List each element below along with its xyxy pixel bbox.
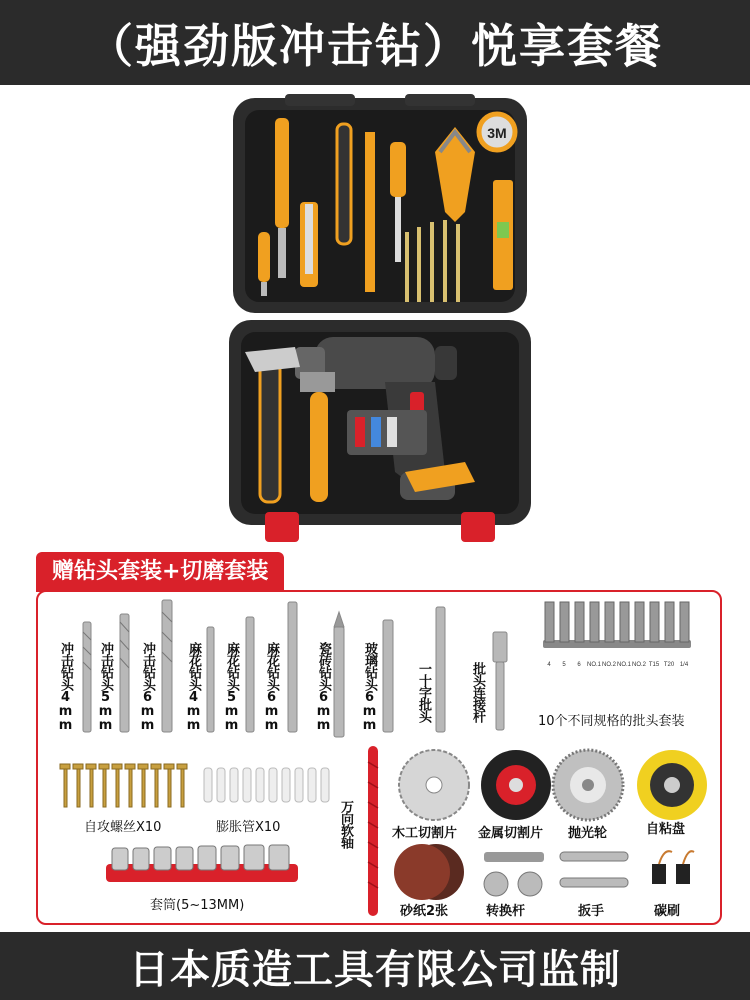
wood-disc-label: 木工切割片	[392, 826, 458, 841]
flex-shaft-label: 万向软轴	[338, 800, 353, 848]
drill-bit-label: 一十字批头	[416, 662, 431, 722]
flex-shaft-image	[358, 742, 388, 920]
anchors-image	[200, 764, 332, 806]
sockets-label: 套筒(5~13MM)	[150, 898, 245, 913]
bit-mark: 5	[562, 662, 566, 668]
bit-set-label: 10个不同规格的批头套装	[538, 714, 685, 729]
anchors-label: 膨胀管X10	[216, 820, 281, 835]
metal-disc-image	[478, 747, 554, 823]
adapter-label: 转换杆	[486, 904, 526, 919]
bit-mark: NO.2	[631, 662, 647, 668]
drill-bit-label: 冲击钻头5mm	[98, 642, 113, 732]
bit-mark: NO.1	[586, 662, 602, 668]
carbon-brush-image	[644, 842, 700, 898]
metal-disc-label: 金属切割片	[478, 826, 544, 841]
polish-wheel-label: 抛光轮	[568, 826, 608, 841]
bonus-tab: 赠钻头套装+切磨套装	[36, 552, 284, 592]
bit-mark: NO.1	[616, 662, 632, 668]
sandpaper-image	[390, 842, 466, 902]
page-title: （强劲版冲击钻）悦享套餐	[87, 18, 663, 73]
footer-text: 日本质造工具有限公司监制	[129, 946, 621, 993]
tape-measure-marking: 3M	[487, 125, 507, 141]
header-banner	[0, 0, 750, 85]
drill-bit-label: 麻花钻头4mm	[186, 642, 201, 732]
adhesive-pad-image	[634, 747, 710, 823]
bit-mark: T20	[663, 662, 675, 668]
toolbox-image	[225, 92, 535, 547]
drill-bit-label: 麻花钻头5mm	[224, 642, 239, 732]
wrench-label: 扳手	[578, 904, 605, 919]
carbon-brush-label: 碳刷	[654, 904, 681, 919]
bit-mark: NO.2	[601, 662, 617, 668]
adhesive-pad-label: 自粘盘	[646, 822, 686, 837]
bonus-panel	[36, 590, 722, 925]
drill-bit-label: 麻花钻头6mm	[264, 642, 279, 732]
screws-image	[56, 762, 196, 810]
polish-wheel-image	[550, 747, 626, 823]
drill-bit-label: 批头连接杆	[470, 662, 485, 722]
adapter-image	[474, 844, 554, 900]
socket-set-image	[104, 842, 300, 886]
bit-mark: T15	[648, 662, 660, 668]
drill-bit-label: 瓷砖钻头6mm	[316, 642, 331, 732]
wood-disc-image	[396, 747, 472, 823]
wrench-image	[554, 846, 634, 898]
bit-mark: 6	[577, 662, 581, 668]
drill-bit-label: 冲击钻头6mm	[140, 642, 155, 732]
screws-label: 自攻螺丝X10	[84, 820, 162, 835]
bit-mark: 4	[547, 662, 551, 668]
sandpaper-label: 砂纸2张	[400, 904, 449, 919]
footer-banner	[0, 932, 750, 1000]
drill-bit-label: 玻璃钻头6mm	[362, 642, 377, 732]
bit-mark: 1/4	[679, 662, 689, 668]
drill-bit-label: 冲击钻头4mm	[58, 642, 73, 732]
